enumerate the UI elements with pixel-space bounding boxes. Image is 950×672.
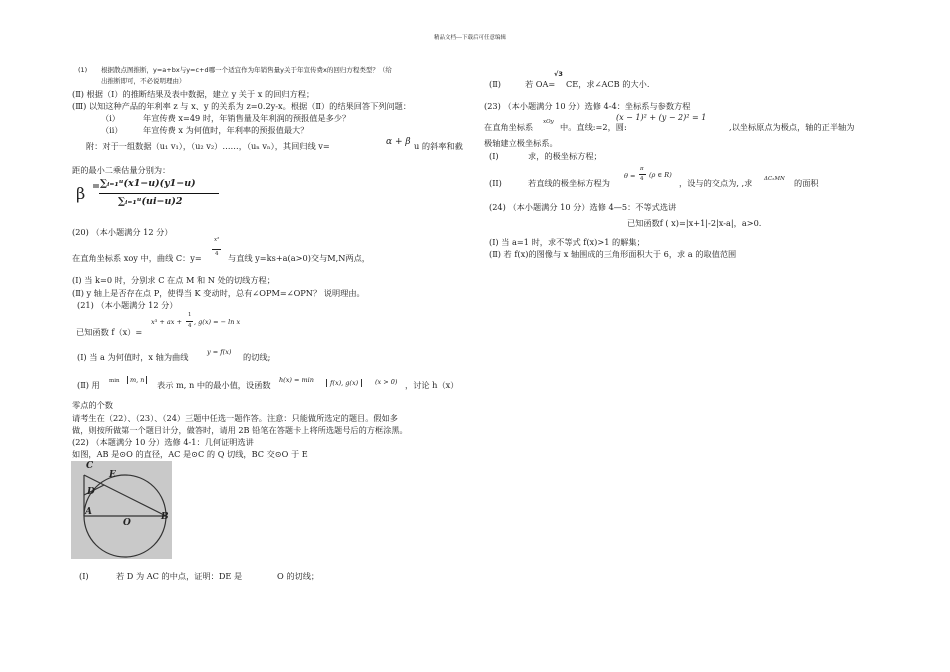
q19-part-ii: (Ⅱ) 根据（Ⅰ）的推断结果及表中数据，建立 y 关于 x 的回归方程； xyxy=(72,89,315,99)
q22-part-i-number: (Ⅰ) xyxy=(79,571,89,581)
q19-iii-i-number: （i） xyxy=(101,113,120,123)
label-o: O xyxy=(123,518,131,528)
q20-curve-fraction-bar xyxy=(212,249,221,250)
label-e: E xyxy=(109,470,116,480)
q21-part-ii: (Ⅱ) 用 xyxy=(77,380,100,390)
q24-part-ii: (Ⅱ) 若 f(x)的图像与 x 轴围成的三角形面积大于 6，求 a 的取值范围 xyxy=(489,249,737,259)
q21-fraction-denominator: 4 xyxy=(188,323,192,329)
q23-angle-fraction-bar xyxy=(639,174,646,175)
q23-part-ii: 若直线的极坐标方程为 xyxy=(528,178,610,188)
q21-fraction-bar xyxy=(186,321,193,322)
q23-four: 4 xyxy=(640,176,644,182)
label-d: D xyxy=(87,487,95,497)
q20-curve-numerator: x² xyxy=(214,237,220,243)
q24-heading: (24) （本小题满分 10 分）选修 4—5：不等式选讲 xyxy=(489,202,677,212)
q23-heading: (23) （本小题满分 10 分）选修 4-4：坐标系与参数方程 xyxy=(484,101,691,111)
q23-part-i: 求，的极坐标方程； xyxy=(528,151,602,161)
q23-part-ii-middle: ，设与的交点为, ,求 xyxy=(679,178,753,188)
q21-function-f: x³ + ax + xyxy=(151,318,182,326)
q20-part-i: (Ⅰ) 当 k=0 时，分别求 C 在点 M 和 N 处的切线方程； xyxy=(72,275,275,285)
sqrt-three: √3 xyxy=(554,70,563,78)
q21-min-label: min xyxy=(109,378,120,384)
q21-part-ii-continuation: 零点的个数 xyxy=(72,400,113,410)
beta-symbol: β xyxy=(76,184,86,203)
q21-min-arguments: m, n xyxy=(127,376,147,384)
regression-coefficients: α + β xyxy=(386,137,411,147)
formula-equals: = xyxy=(92,181,100,192)
q19-i-continuation: 出推断即可，不必说明理由） xyxy=(101,77,186,85)
q20-heading: (20) （本小题满分 12 分） xyxy=(72,227,173,237)
q20-statement: 在直角坐标系 xoy 中，曲线 C：y= xyxy=(72,253,202,263)
q19-note-line2: 距的最小二乘估量分别为： xyxy=(72,165,171,175)
q23-part-ii-number: (II) xyxy=(489,178,502,188)
q23-triangle: ΔC₂MN xyxy=(764,176,785,182)
q23-rho-domain: (ρ ∈ R) xyxy=(649,171,672,179)
q21-h-arguments: f(x), g(x) xyxy=(326,379,362,387)
q19-i-text: 根据散点图推断，y=a+bx与y=c+d哪一个适宜作为年销售量y关于年宣传费x的回归方程类型？（给 xyxy=(101,66,392,74)
label-c: C xyxy=(86,461,94,471)
q21-curve: y = f(x) xyxy=(207,348,232,356)
q23-statement-middle: 中。直线:=2，圆: xyxy=(560,122,627,132)
q23-statement-continuation: 极轴建立极坐标系。 xyxy=(484,138,558,148)
formula-denominator: ∑ᵢ₌₁ᵘ(ui−u)2 xyxy=(118,196,183,207)
q23-circle-equation: (x − 1)² + (y − 2)² = 1 xyxy=(616,113,707,122)
q20-part-ii: (Ⅱ) y 轴上是否存在点 P，使得当 K 变动时，总有∠OPM=∠OPN？ 说明理由。 xyxy=(72,288,365,298)
q20-statement-end: 与直线 y=ks+a(a>0)交与M,N两点， xyxy=(228,253,370,263)
q21-heading: (21) （本小题满分 12 分） xyxy=(77,300,178,310)
q19-iii-ii-number: （ii） xyxy=(101,125,123,135)
q22-part-i: 若 D 为 AC 的中点，证明：DE 是 xyxy=(116,571,243,581)
formula-numerator: ∑ᵢ₌₁ᵘ(x1−u)(y1−u) xyxy=(100,178,196,189)
q23-theta: θ = xyxy=(624,172,636,180)
q23-pi: π xyxy=(640,166,644,172)
q24-given: 已知函数f ( x)=|x+1|-2|x-a|，a>0. xyxy=(627,218,762,228)
q23-coordinate-system: xOy xyxy=(543,119,554,125)
q24-part-i: (Ⅰ) 当 a=1 时，求不等式 f(x)>1 的解集； xyxy=(489,237,645,247)
q19-i-number: (1) xyxy=(78,66,88,74)
q21-function-g: , g(x) = − ln x xyxy=(194,318,241,326)
q22-part-ii-number: (Ⅱ) xyxy=(489,79,501,89)
circle-figure xyxy=(71,461,172,559)
q22-description: 如图，AB 是⊙O 的直径，AC 是⊙C 的 Q 切线，BC 交⊙O 于 E xyxy=(72,449,308,459)
choose-instruction-1: 请考生在（22）、（23）、（24）三题中任选一题作答。注意：只能做所选定的题目。假如多 xyxy=(72,413,398,423)
q21-given: 已知函数 f（x）= xyxy=(76,327,143,337)
q23-part-ii-end: 的面积 xyxy=(794,178,819,188)
q21-part-i-end: 的切线; xyxy=(243,352,271,362)
formula-fraction-bar xyxy=(99,193,219,194)
q19-note-line1-end: u 的斜率和截 xyxy=(414,141,463,151)
q21-h-condition: (x > 0) xyxy=(375,378,398,386)
q22-part-i-end: O 的切线； xyxy=(277,571,320,581)
q19-part-iii: (Ⅲ) 以知这种产品的年利率 z 与 x、y 的关系为 z=0.2y-x。根据（Ⅱ）的结果回答下列问题： xyxy=(72,101,412,111)
q22-part-ii-end: CE，求∠ACB 的大小. xyxy=(566,79,650,89)
q19-note-line1: 附：对于一组数据（u₁ v₁），（u₂ v₂）……，（uₙ vₙ），其回归线 v= xyxy=(86,141,330,151)
q20-curve-denominator: 4 xyxy=(215,251,219,257)
label-a: A xyxy=(85,507,92,517)
page-header: 精品文档---下载后可任意编辑 xyxy=(434,35,506,41)
q21-fraction-numerator: 1 xyxy=(188,312,192,318)
q19-iii-ii-text: 年宣传费 x 为何值时，年利率的预报值最大？ xyxy=(143,125,309,135)
segment-bc xyxy=(84,475,166,516)
q19-iii-i-text: 年宣传费 x=49 时，年销售量及年利润的预报值是多少？ xyxy=(143,113,351,123)
q23-statement: 在直角坐标系 xyxy=(484,122,534,132)
q21-part-i: (Ⅰ) 当 a 为何值时，x 轴为曲线 xyxy=(77,352,189,362)
q23-part-i-number: (I) xyxy=(489,151,499,161)
q21-part-ii-end: ，讨论 h（x） xyxy=(405,380,459,390)
q23-statement-end: ,以坐标原点为极点，轴的正半轴为 xyxy=(729,122,855,132)
q22-heading: (22) （本题满分 10 分）选修 4-1：几何证明选讲 xyxy=(72,437,254,447)
q21-part-ii-middle: 表示 m, n 中的最小值，设函数 xyxy=(157,380,271,390)
q22-part-ii: 若 OA= xyxy=(525,79,556,89)
label-b: B xyxy=(161,512,169,522)
choose-instruction-2: 做，则按所做第一个题目计分，做答时，请用 2B 铅笔在答题卡上将所选题号后的方框涂黑。 xyxy=(72,425,408,435)
q21-h-function: h(x) = min xyxy=(279,376,314,384)
